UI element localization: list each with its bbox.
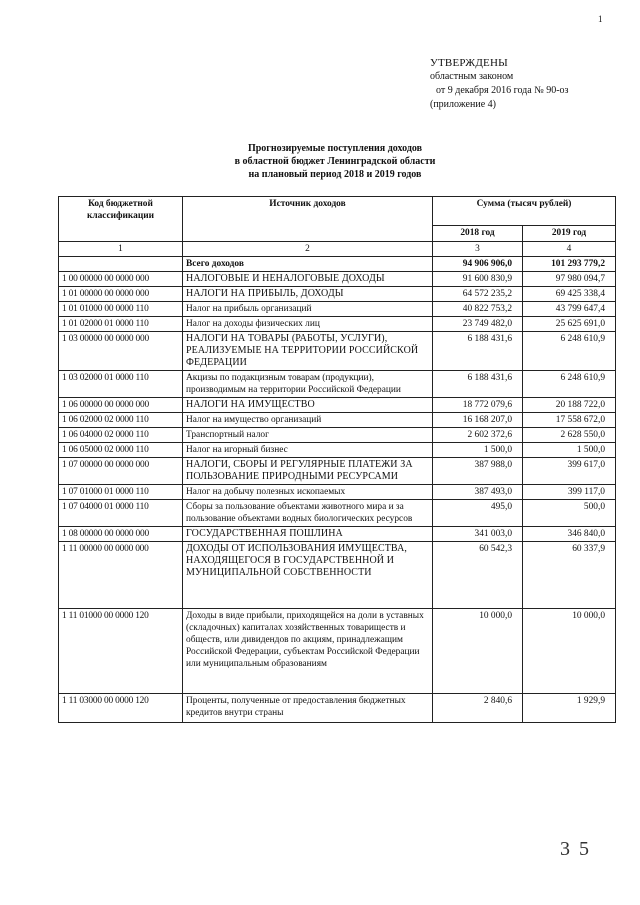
row-value-2018: 60 542,3	[433, 542, 523, 609]
row-code: 1 01 02000 01 0000 110	[59, 317, 183, 332]
row-value-2019: 6 248 610,9	[523, 332, 616, 371]
page-stamp: 3 5	[560, 838, 591, 860]
row-value-2019: 500,0	[523, 500, 616, 527]
row-code: 1 06 00000 00 0000 000	[59, 398, 183, 413]
table-row	[59, 443, 616, 458]
header-code: Код бюджетной классификации	[59, 197, 183, 242]
table-row	[59, 332, 616, 371]
approval-block	[430, 56, 569, 112]
row-source: Акцизы по подакцизным товарам (продукции), производимым на территории Российской Федерации	[183, 371, 433, 398]
page-number: 1	[598, 14, 603, 24]
table-row	[59, 317, 616, 332]
column-index: 2	[183, 242, 433, 257]
row-code: 1 06 05000 02 0000 110	[59, 443, 183, 458]
row-value-2018: 64 572 235,2	[433, 287, 523, 302]
row-value-2019: 97 980 094,7	[523, 272, 616, 287]
table-row	[59, 302, 616, 317]
table-row	[59, 257, 616, 272]
row-code: 1 06 02000 02 0000 110	[59, 413, 183, 428]
row-source: Налог на прибыль организаций	[183, 302, 433, 317]
row-code: 1 07 01000 01 0000 110	[59, 485, 183, 500]
table-row	[59, 694, 616, 723]
row-code: 1 03 02000 01 0000 110	[59, 371, 183, 398]
row-value-2018: 16 168 207,0	[433, 413, 523, 428]
title-line-1: Прогнозируемые поступления доходов	[247, 143, 423, 154]
row-source: Проценты, полученные от предоставления бюджетных кредитов внутри страны	[183, 694, 433, 723]
row-value-2018: 2 602 372,6	[433, 428, 523, 443]
row-value-2019: 25 625 691,0	[523, 317, 616, 332]
row-code: 1 00 00000 00 0000 000	[59, 272, 183, 287]
row-value-2019: 10 000,0	[523, 609, 616, 694]
row-value-2018: 10 000,0	[433, 609, 523, 694]
row-value-2018: 94 906 906,0	[433, 257, 523, 272]
row-value-2019: 346 840,0	[523, 527, 616, 542]
row-code: 1 01 00000 00 0000 000	[59, 287, 183, 302]
row-code: 1 06 04000 02 0000 110	[59, 428, 183, 443]
row-code	[59, 257, 183, 272]
row-source: Транспортный налог	[183, 428, 433, 443]
table-row	[59, 609, 616, 694]
header-source: Источник доходов	[183, 197, 433, 242]
row-value-2019: 17 558 672,0	[523, 413, 616, 428]
row-value-2018: 387 493,0	[433, 485, 523, 500]
column-index: 1	[59, 242, 183, 257]
document-title	[200, 142, 470, 181]
title-line-2: в областной бюджет Ленинградской области	[234, 156, 436, 167]
row-value-2019: 399 117,0	[523, 485, 616, 500]
table-row	[59, 413, 616, 428]
row-value-2018: 23 749 482,0	[433, 317, 523, 332]
table-row	[59, 272, 616, 287]
revenue-table	[58, 196, 616, 723]
table-row	[59, 458, 616, 485]
row-value-2018: 91 600 830,9	[433, 272, 523, 287]
row-value-2019: 1 929,9	[523, 694, 616, 723]
row-value-2018: 495,0	[433, 500, 523, 527]
row-code: 1 01 01000 00 0000 110	[59, 302, 183, 317]
row-value-2018: 387 988,0	[433, 458, 523, 485]
row-source: Налог на игорный бизнес	[183, 443, 433, 458]
row-source: НАЛОГИ НА ИМУЩЕСТВО	[183, 398, 433, 413]
row-source: Налог на доходы физических лиц	[183, 317, 433, 332]
row-source: НАЛОГИ НА ПРИБЫЛЬ, ДОХОДЫ	[183, 287, 433, 302]
table-row	[59, 485, 616, 500]
column-index: 3	[433, 242, 523, 257]
row-value-2019: 6 248 610,9	[523, 371, 616, 398]
row-source: НАЛОГОВЫЕ И НЕНАЛОГОВЫЕ ДОХОДЫ	[183, 272, 433, 287]
table-row	[59, 500, 616, 527]
row-value-2018: 1 500,0	[433, 443, 523, 458]
row-value-2018: 6 188 431,6	[433, 371, 523, 398]
row-code: 1 07 04000 01 0000 110	[59, 500, 183, 527]
row-value-2018: 2 840,6	[433, 694, 523, 723]
row-code: 1 08 00000 00 0000 000	[59, 527, 183, 542]
column-index: 4	[523, 242, 616, 257]
row-code: 1 11 01000 00 0000 120	[59, 609, 183, 694]
row-source: ДОХОДЫ ОТ ИСПОЛЬЗОВАНИЯ ИМУЩЕСТВА, НАХОДЯЩЕГОСЯ В ГОСУДАРСТВЕННОЙ И МУНИЦИПАЛЬНОЙ СОБСТВЕННОСТИ	[183, 542, 433, 609]
table-row	[59, 398, 616, 413]
row-value-2019: 1 500,0	[523, 443, 616, 458]
approval-heading: УТВЕРЖДЕНЫ	[430, 57, 508, 69]
table-row	[59, 287, 616, 302]
row-source: Всего доходов	[183, 257, 433, 272]
table-row	[59, 371, 616, 398]
row-code: 1 07 00000 00 0000 000	[59, 458, 183, 485]
row-value-2018: 40 822 753,2	[433, 302, 523, 317]
row-code: 1 03 00000 00 0000 000	[59, 332, 183, 371]
row-source: Сборы за пользование объектами животного мира и за пользование объектами водных биологических ресурсов	[183, 500, 433, 527]
row-value-2019: 2 628 550,0	[523, 428, 616, 443]
row-source: Налог на добычу полезных ископаемых	[183, 485, 433, 500]
row-value-2018: 341 003,0	[433, 527, 523, 542]
table-row	[59, 542, 616, 609]
row-source: НАЛОГИ, СБОРЫ И РЕГУЛЯРНЫЕ ПЛАТЕЖИ ЗА ПОЛЬЗОВАНИЕ ПРИРОДНЫМИ РЕСУРСАМИ	[183, 458, 433, 485]
row-source: Налог на имущество организаций	[183, 413, 433, 428]
row-source: НАЛОГИ НА ТОВАРЫ (РАБОТЫ, УСЛУГИ), РЕАЛИЗУЕМЫЕ НА ТЕРРИТОРИИ РОССИЙСКОЙ ФЕДЕРАЦИИ	[183, 332, 433, 371]
approval-appendix: (приложение 4)	[430, 99, 496, 110]
row-source: ГОСУДАРСТВЕННАЯ ПОШЛИНА	[183, 527, 433, 542]
row-value-2019: 43 799 647,4	[523, 302, 616, 317]
row-value-2019: 69 425 338,4	[523, 287, 616, 302]
row-value-2019: 399 617,0	[523, 458, 616, 485]
row-value-2019: 101 293 779,2	[523, 257, 616, 272]
row-value-2019: 60 337,9	[523, 542, 616, 609]
row-value-2019: 20 188 722,0	[523, 398, 616, 413]
table-row	[59, 527, 616, 542]
row-value-2018: 18 772 079,6	[433, 398, 523, 413]
row-source: Доходы в виде прибыли, приходящейся на доли в уставных (складочных) капиталах хозяйственных товариществ и обществ, или дивидендов по акциям, принадлежащим Российской Федерации, субъектам Российской Федерации или муниципальным образованиям	[183, 609, 433, 694]
header-sum: Сумма (тысяч рублей)	[433, 197, 616, 226]
row-value-2018: 6 188 431,6	[433, 332, 523, 371]
table-row	[59, 428, 616, 443]
header-year-2018: 2018 год	[433, 226, 523, 242]
approval-date: от 9 декабря 2016 года № 90-оз	[436, 85, 569, 96]
row-code: 1 11 00000 00 0000 000	[59, 542, 183, 609]
title-line-3: на плановый период 2018 и 2019 годов	[248, 169, 422, 180]
approval-law: областным законом	[430, 71, 514, 82]
header-year-2019: 2019 год	[523, 226, 616, 242]
row-code: 1 11 03000 00 0000 120	[59, 694, 183, 723]
